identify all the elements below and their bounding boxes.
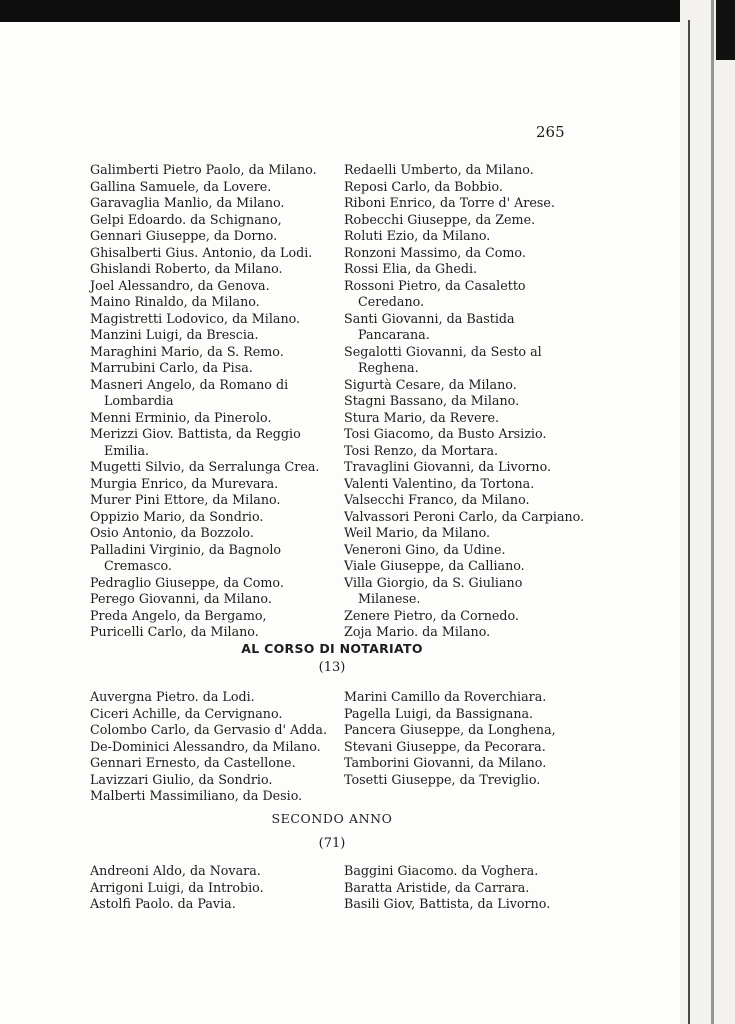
section-heading-secondo-anno: SECONDO ANNO (271, 811, 393, 826)
name-list-right (344, 162, 585, 641)
list-item: Basili Giov, Battista, da Livorno. (344, 896, 551, 911)
list-item: Osio Antonio, da Bozzolo. (90, 525, 254, 540)
list-item: Oppizio Mario, da Sondrio. (90, 508, 264, 524)
list-item: Masneri Angelo, da Romano di Lombardia (90, 376, 289, 408)
list-item: Pagella Luigi, da Bassignana. (344, 705, 534, 721)
secondo-list-right (344, 863, 574, 913)
list-item: Marrubini Carlo, da Pisa. (90, 360, 253, 375)
list-item: Arrigoni Luigi, da Introbio. (90, 879, 264, 895)
list-item: Zoja Mario. da Milano. (344, 624, 491, 639)
list-item: Tosetti Giuseppe, da Treviglio. (344, 771, 541, 787)
list-item: Rossoni Pietro, da Casaletto Ceredano. (344, 277, 526, 309)
list-item: Sigurtà Cesare, da Milano. (344, 376, 517, 392)
list-item: Valsecchi Franco, da Milano. (344, 492, 530, 507)
list-item: Rossi Elia, da Ghedi. (344, 261, 478, 276)
notariato-list-right (344, 689, 574, 788)
notariato-list-left (90, 689, 330, 805)
list-item: Mugetti Silvio, da Serralunga Crea. (90, 459, 320, 474)
list-item: Maraghini Mario, da S. Remo. (90, 343, 284, 359)
list-item: Gelpi Edoardo. da Schignano, (90, 211, 282, 227)
list-item: Pedraglio Giuseppe, da Como. (90, 574, 284, 590)
list-item: Villa Giorgio, da S. Giuliano Milanese. (344, 574, 523, 606)
list-item: Valenti Valentino, da Tortona. (344, 475, 535, 491)
list-item: Ghisalberti Gius. Antonio, da Lodi. (90, 244, 313, 260)
list-item: Malberti Massimiliano, da Desio. (90, 788, 303, 803)
list-item: Perego Giovanni, da Milano. (90, 591, 272, 606)
list-item: Murer Pini Ettore, da Milano. (90, 492, 281, 507)
list-item: Pancera Giuseppe, da Longhena, (344, 722, 556, 737)
list-item: Baggini Giacomo. da Voghera. (344, 863, 539, 878)
list-item: Gallina Samuele, da Lovere. (90, 178, 272, 194)
list-item: Veneroni Gino, da Udine. (344, 541, 506, 557)
list-item: De-Dominici Alessandro, da Milano. (90, 738, 321, 754)
list-item: Santi Giovanni, da Bastida Pancarana. (344, 310, 515, 342)
list-item: Gennari Ernesto, da Castellone. (90, 755, 296, 770)
list-item: Viale Giuseppe, da Calliano. (344, 558, 525, 573)
list-item: Palladini Virginio, da Bagnolo Cremasco. (90, 541, 282, 573)
list-item: Gennari Giuseppe, da Dorno. (90, 228, 278, 243)
list-item: Manzini Luigi, da Brescia. (90, 327, 259, 342)
list-item: Murgia Enrico, da Murevara. (90, 475, 279, 491)
list-item: Marini Camillo da Roverchiara. (344, 689, 547, 704)
list-item: Stagni Bassano, da Milano. (344, 393, 520, 408)
page-edge-line (688, 20, 690, 1024)
list-item: Magistretti Lodovico, da Milano. (90, 310, 301, 326)
list-item: Stevani Giuseppe, da Pecorara. (344, 738, 546, 754)
section-heading-notariato: AL CORSO DI NOTARIATO (241, 641, 423, 656)
secondo-list-left (90, 863, 330, 913)
list-item: Zenere Pietro, da Cornedo. (344, 607, 519, 623)
list-item: Lavizzari Giulio, da Sondrio. (90, 771, 273, 787)
page-number: 265 (536, 123, 565, 141)
list-item: Astolfi Paolo. da Pavia. (90, 896, 236, 911)
list-item: Galimberti Pietro Paolo, da Milano. (90, 162, 317, 177)
list-item: Ronzoni Massimo, da Como. (344, 244, 526, 260)
list-item: Ciceri Achille, da Cervignano. (90, 705, 283, 721)
list-item: Preda Angelo, da Bergamo, (90, 607, 267, 623)
list-item: Joel Alessandro, da Genova. (90, 277, 270, 293)
name-list-left (90, 162, 330, 641)
list-item: Robecchi Giuseppe, da Zeme. (344, 211, 536, 227)
list-item: Baratta Aristide, da Carrara. (344, 879, 530, 895)
section-count-notariato: (13) (318, 660, 346, 675)
list-item: Redaelli Umberto, da Milano. (344, 162, 534, 177)
list-item: Garavaglia Manlio, da Milano. (90, 195, 285, 210)
list-item: Maino Rinaldo, da Milano. (90, 294, 260, 309)
list-item: Reposi Carlo, da Bobbio. (344, 178, 503, 194)
list-item: Andreoni Aldo, da Novara. (90, 863, 261, 878)
list-item: Menni Erminio, da Pinerolo. (90, 409, 272, 425)
list-item: Puricelli Carlo, da Milano. (90, 624, 259, 639)
scan-top-border (0, 0, 735, 22)
list-item: Segalotti Giovanni, da Sesto al Reghena. (344, 343, 542, 375)
list-item: Tosi Giacomo, da Busto Arsizio. (344, 426, 547, 441)
page-edge-shadow (711, 0, 714, 1024)
list-item: Tamborini Giovanni, da Milano. (344, 755, 547, 770)
list-item: Valvassori Peroni Carlo, da Carpiano. (344, 508, 585, 524)
list-item: Weil Mario, da Milano. (344, 525, 491, 540)
section-count-secondo-anno: (71) (318, 836, 346, 851)
list-item: Colombo Carlo, da Gervasio d' Adda. (90, 722, 328, 737)
list-item: Travaglini Giovanni, da Livorno. (344, 459, 552, 474)
list-item: Stura Mario, da Revere. (344, 409, 500, 425)
scan-corner-artifact (716, 0, 735, 60)
list-item: Tosi Renzo, da Mortara. (344, 442, 499, 458)
list-item: Riboni Enrico, da Torre d' Arese. (344, 195, 555, 210)
list-item: Merizzi Giov. Battista, da Reggio Emilia. (90, 426, 301, 458)
list-item: Auvergna Pietro. da Lodi. (90, 689, 255, 704)
list-item: Ghislandi Roberto, da Milano. (90, 261, 283, 276)
list-item: Roluti Ezio, da Milano. (344, 228, 491, 243)
